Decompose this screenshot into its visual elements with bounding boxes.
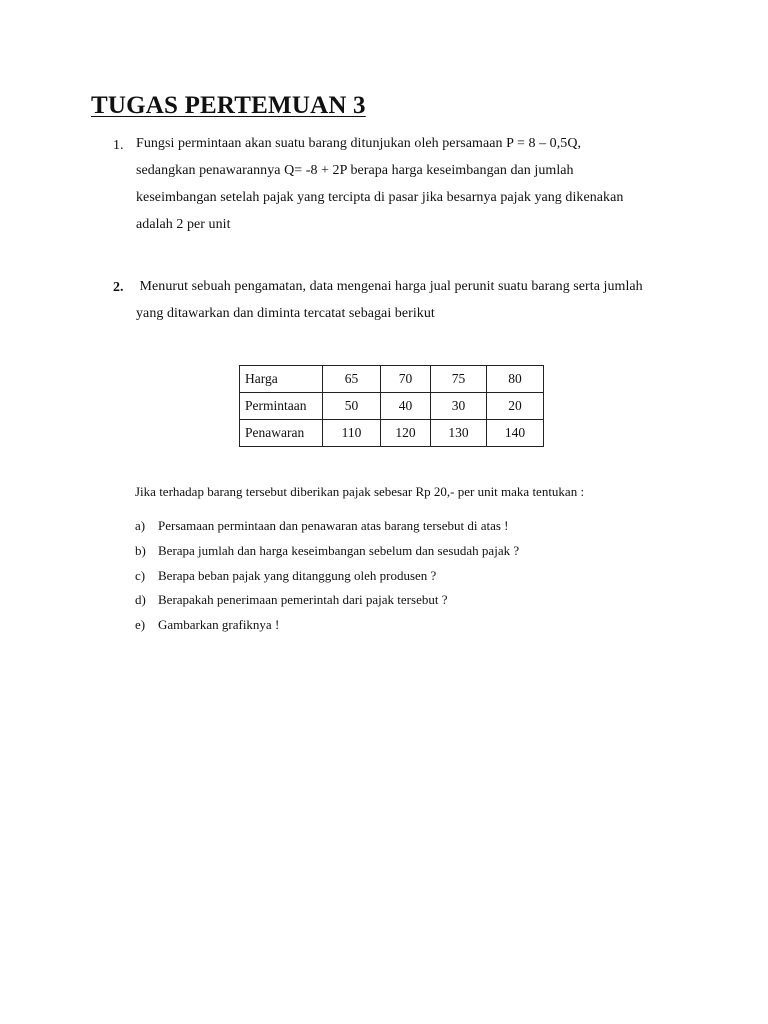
table-cell: 110 <box>323 420 381 447</box>
table-cell: 130 <box>431 420 487 447</box>
list-item-text: Berapa beban pajak yang ditanggung oleh produsen ? <box>158 568 437 583</box>
question-2-line: Menurut sebuah pengamatan, data mengenai harga jual perunit suatu barang serta jumlah <box>136 279 643 294</box>
question-2-intro: Jika terhadap barang tersebut diberikan pajak sebesar Rp 20,- per unit maka tentukan : <box>135 484 585 499</box>
table-cell: 40 <box>381 393 431 420</box>
table-cell: 120 <box>381 420 431 447</box>
table-cell: 80 <box>487 366 544 393</box>
list-item-letter: a) <box>135 518 146 533</box>
list-item-text: Gambarkan grafiknya ! <box>158 617 280 632</box>
table-cell: 140 <box>487 420 544 447</box>
table-cell: 65 <box>323 366 381 393</box>
table-cell: 75 <box>431 366 487 393</box>
list-item <box>135 617 279 633</box>
list-item-letter: b) <box>135 543 146 558</box>
list-item <box>135 592 447 608</box>
table-row <box>240 366 544 393</box>
question-1-line: sedangkan penawarannya Q= -8 + 2P berapa harga keseimbangan dan jumlah <box>136 163 574 178</box>
price-quantity-table <box>239 365 544 447</box>
list-item-text: Persamaan permintaan dan penawaran atas barang tersebut di atas ! <box>158 518 509 533</box>
question-2-line: yang ditawarkan dan diminta tercatat sebagai berikut <box>136 306 435 321</box>
row-label: Harga <box>240 366 323 393</box>
list-item-letter: d) <box>135 592 146 607</box>
question-1-line: keseimbangan setelah pajak yang tercipta di pasar jika besarnya pajak yang dikenakan <box>136 190 624 205</box>
table-row <box>240 393 544 420</box>
table-cell: 20 <box>487 393 544 420</box>
table-cell: 50 <box>323 393 381 420</box>
list-item <box>135 543 519 559</box>
list-item-text: Berapakah penerimaan pemerintah dari pajak tersebut ? <box>158 592 448 607</box>
question-1-number: 1. <box>113 138 124 153</box>
list-item <box>135 518 509 534</box>
list-item <box>135 568 436 584</box>
row-label: Penawaran <box>240 420 323 447</box>
table-cell: 70 <box>381 366 431 393</box>
list-item-letter: c) <box>135 568 146 583</box>
list-item-letter: e) <box>135 617 146 632</box>
page-title: TUGAS PERTEMUAN 3 <box>91 92 366 119</box>
row-label: Permintaan <box>240 393 323 420</box>
question-1-line: adalah 2 per unit <box>136 217 231 232</box>
question-2-number: 2. <box>113 280 124 295</box>
question-1-line: Fungsi permintaan akan suatu barang ditunjukan oleh persamaan P = 8 – 0,5Q, <box>136 136 582 151</box>
table-cell: 30 <box>431 393 487 420</box>
table-row <box>240 420 544 447</box>
list-item-text: Berapa jumlah dan harga keseimbangan sebelum dan sesudah pajak ? <box>158 543 520 558</box>
